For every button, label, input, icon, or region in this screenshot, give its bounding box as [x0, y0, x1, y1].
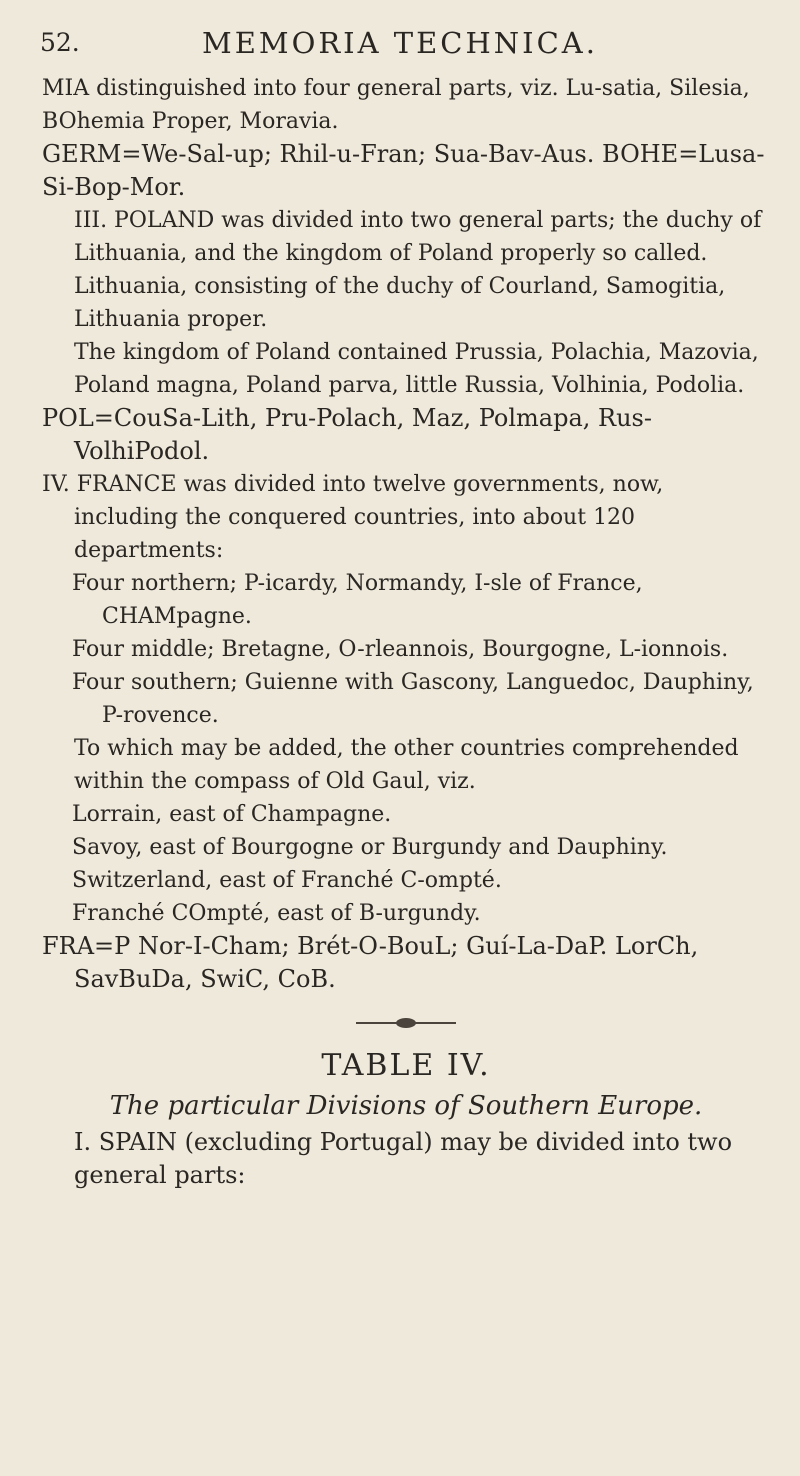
- text-four-northern: Four northern; P-icardy, Normandy, I-sle of France, CHAMpagne.: [72, 571, 643, 629]
- running-title: MEMORIA TECHNICA.: [202, 26, 598, 60]
- text-four-middle: Four middle; Bretagne, O-rleannois, Bourgogne, L-ionnois.: [72, 637, 729, 662]
- mnemonic-poland: POL=CouSa-Lith, Pru-Polach, Maz, Polmapa, Rus-VolhiPodol.: [42, 404, 652, 465]
- text-franche-compte: Franché COmpté, east of B-urgundy.: [72, 901, 481, 926]
- text-savoy: Savoy, east of Bourgogne or Burgundy and Dauphiny.: [72, 835, 668, 860]
- mnemonic-france: FRA=P Nor-I-Cham; Brét-O-BouL; Guí-La-DaP. LorCh, SavBuDa, SwiC, CoB.: [42, 932, 699, 993]
- table-subtitle: The particular Divisions of Southern Europe.: [109, 1091, 703, 1121]
- text-kingdom-poland: The kingdom of Poland contained Prussia, Polachia, Mazovia, Poland magna, Poland parva, little Russia, Volhinia, Podolia.: [74, 340, 759, 398]
- text-lithuania: Lithuania, consisting of the duchy of Courland, Samogitia, Lithuania proper.: [74, 274, 726, 332]
- text-line-1: MIA distinguished into four general parts, viz. Lu-satia, Silesia, BOhemia Proper, Moravia.: [42, 76, 750, 134]
- table-title: TABLE IV.: [321, 1048, 491, 1083]
- text-other-countries: To which may be added, the other countries comprehended within the compass of Old Gaul, viz.: [74, 736, 739, 794]
- page-number: 52.: [40, 28, 80, 57]
- section-divider: [356, 1022, 456, 1024]
- text-four-southern: Four southern; Guienne with Gascony, Languedoc, Dauphiny, P-rovence.: [72, 670, 754, 728]
- section-france: IV. FRANCE was divided into twelve governments, now, including the conquered countries, into about 120 departments:: [42, 472, 664, 563]
- page-body: [42, 72, 770, 1192]
- text-spain: I. SPAIN (excluding Portugal) may be divided into two general parts:: [74, 1128, 733, 1189]
- mnemonic-germany-bohemia: GERM=We-Sal-up; Rhil-u-Fran; Sua-Bav-Aus. BOHE=Lusa-Si-Bop-Mor.: [42, 140, 765, 201]
- text-lorrain: Lorrain, east of Champagne.: [72, 802, 392, 827]
- page-header: [0, 4, 800, 64]
- text-switzerland: Switzerland, east of Franché C-ompté.: [72, 868, 502, 893]
- section-poland: III. POLAND was divided into two general parts; the duchy of Lithuania, and the kingdom of Poland properly so called.: [74, 208, 762, 266]
